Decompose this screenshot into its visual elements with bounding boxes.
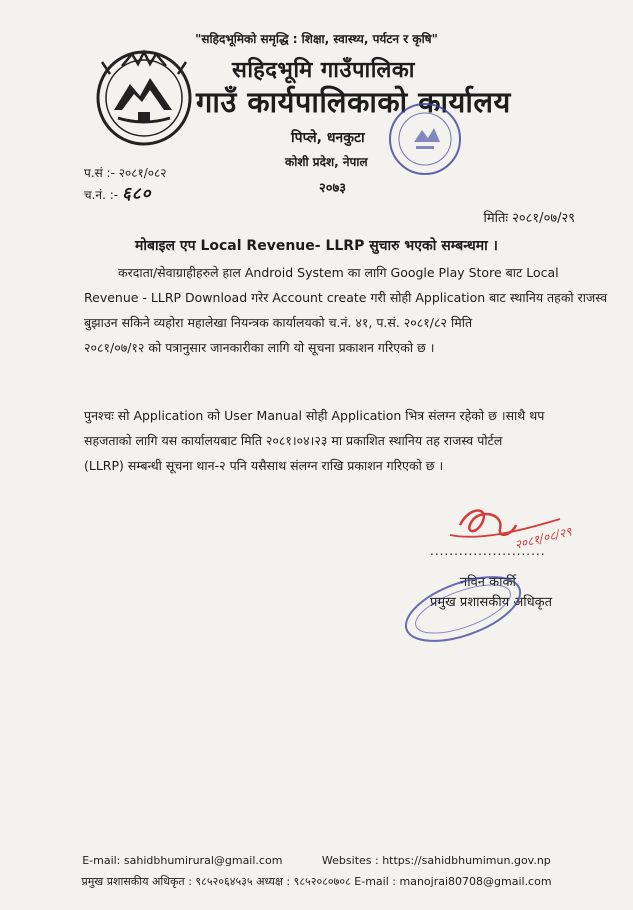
dispatch-label: च.नं. :-: [84, 188, 119, 202]
body-paragraph-1: [84, 260, 608, 360]
province-country: कोशी प्रदेश, नेपाल: [285, 155, 368, 169]
footer-contact-row: [0, 854, 633, 867]
signer-name: नविन कार्की: [460, 575, 516, 590]
paragraph-line: २०८१/०७/१२ को पत्रानुसार जानकारीका लागि यो सूचना प्रकाशन गरिएको छ ।: [84, 340, 435, 355]
footer-website: Websites : https://sahidbhumimun.gov.np: [321, 854, 551, 867]
municipality-name: सहिदभूमि गाउँपालिका: [232, 58, 415, 83]
dispatch-number-row: [84, 181, 151, 204]
dispatch-number: ६८०: [121, 184, 152, 204]
subject-line: मोबाइल एप Local Revenue- LLRP सुचारु भएको सम्बन्धमा ।: [135, 238, 498, 254]
paragraph-line: करदाता/सेवाग्राहीहरुले हाल Android System का लागि Google Play Store बाट Local: [118, 265, 559, 280]
paragraph-line: पुनश्चः सो Application को User Manual सोही Application भित्र संलग्न रहेको छ ।साथै थप: [84, 408, 545, 423]
handwritten-date: २०८१/०८/२९: [513, 524, 574, 552]
signature-line: ........................: [430, 544, 546, 558]
motto: "सहिदभूमिको समृद्धि : शिक्षा, स्वास्थ्य, पर्यटन र कृषि": [195, 32, 438, 46]
officer-stamp: [398, 574, 528, 644]
letter-reference: प.सं :- २०८१/०८२: [84, 166, 167, 180]
signer-title: प्रमुख प्रशासकीय अधिकृत: [430, 595, 553, 610]
office-round-stamp: [386, 100, 464, 178]
established-year: २०७३: [319, 181, 347, 196]
body-paragraph-2: [84, 403, 576, 478]
nepal-emblem-logo: [92, 44, 196, 148]
office-location: पिप्ले, धनकुटा: [291, 130, 365, 146]
paragraph-line: सहजताको लागि यस कार्यालयबाट मिति २०८१।०४।२३ मा प्रकाशित स्थानिय तह राजस्व पोर्टल: [84, 433, 503, 448]
paragraph-line: Revenue - LLRP Download गरेर Account create गरी सोही Application बाट स्थानिय तहको राजस्व: [84, 290, 608, 305]
paragraph-line: (LLRP) सम्बन्धी सूचना थान-२ पनि यसैसाथ संलग्न राखि प्रकाशन गरिएको छ ।: [84, 458, 444, 473]
office-name: गाउँ कार्यपालिकाको कार्यालय: [196, 85, 511, 119]
footer-email: E-mail: sahidbhumirural@gmail.com: [82, 854, 283, 867]
letter-date: मितिः २०८१/०७/२९: [483, 211, 575, 226]
paragraph-line: बुझाउन सकिने व्यहोरा महालेखा नियन्त्रक कार्यालयको च.नं. ४१, प.सं. २०८१/८२ मिति: [84, 315, 473, 330]
footer-phone-row: प्रमुख प्रशासकीय अधिकृत : ९८५२०६४५३५ अध्यक्ष : ९८५२०८०७०८ E-mail : manojrai80708@gmail.com: [81, 875, 552, 888]
